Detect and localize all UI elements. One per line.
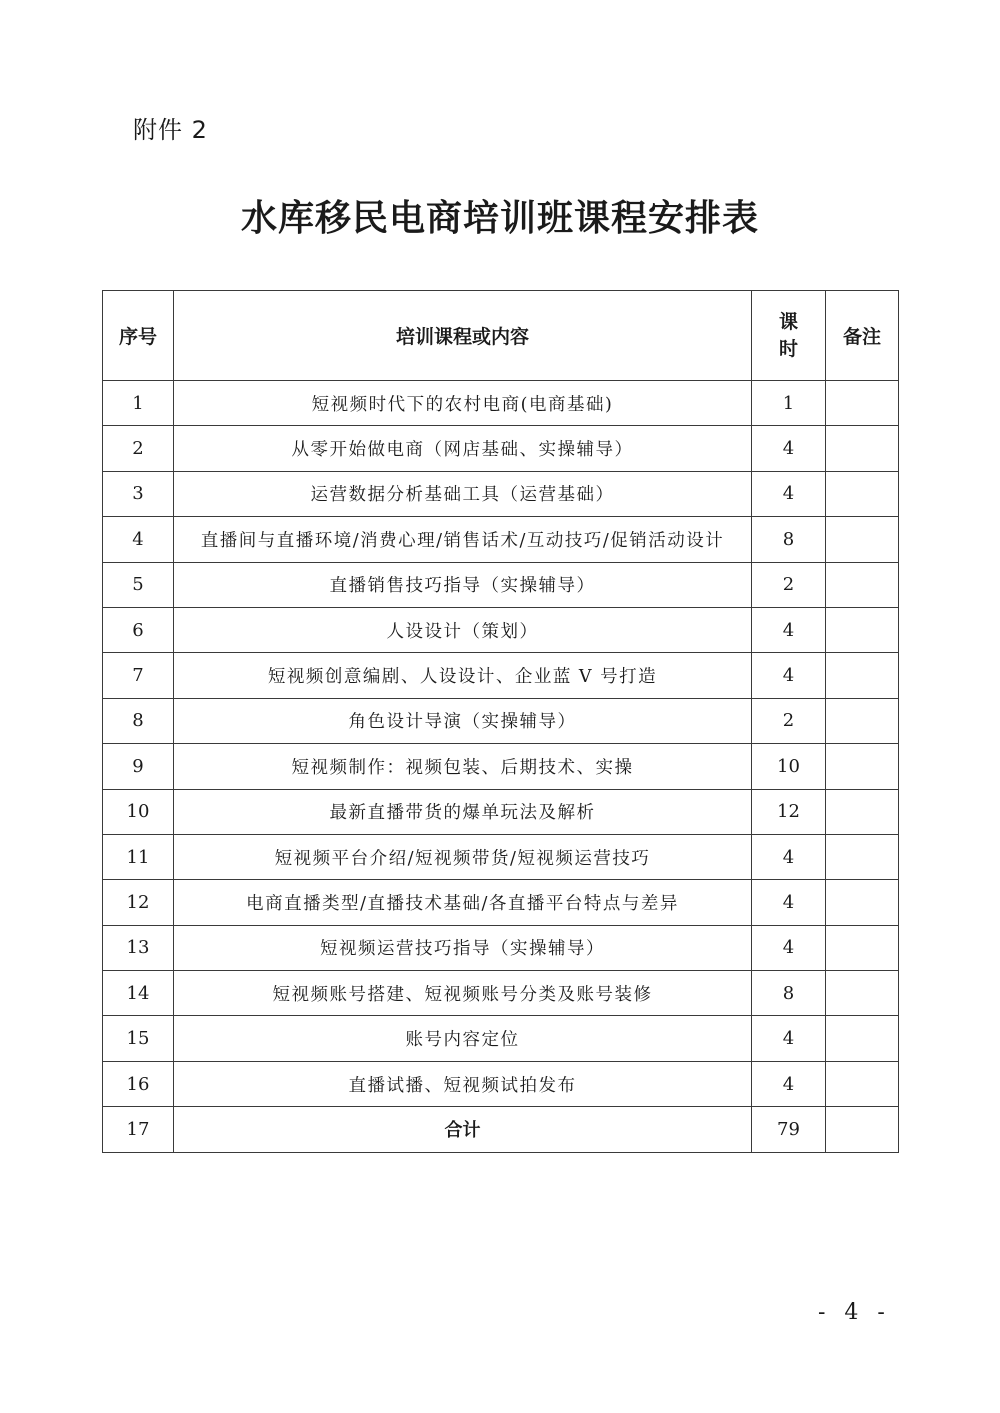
hours-cell: 1 <box>752 381 826 426</box>
hours-cell: 4 <box>752 653 826 698</box>
remarks-cell <box>826 880 899 925</box>
table-row <box>103 1016 899 1061</box>
seq-cell: 6 <box>103 607 174 652</box>
remarks-cell <box>826 789 899 834</box>
table-row <box>103 1061 899 1106</box>
table-row <box>103 381 899 426</box>
seq-cell: 14 <box>103 971 174 1016</box>
table-row <box>103 471 899 516</box>
content-cell: 直播销售技巧指导（实操辅导） <box>174 562 752 607</box>
attachment-label: 附件 2 <box>133 116 208 144</box>
seq-cell: 2 <box>103 426 174 471</box>
table-row <box>103 789 899 834</box>
hours-cell: 4 <box>752 1016 826 1061</box>
header-content: 培训课程或内容 <box>174 291 752 381</box>
remarks-cell <box>826 653 899 698</box>
course-schedule-table <box>102 290 899 1153</box>
seq-cell: 13 <box>103 925 174 970</box>
content-cell: 直播试播、短视频试拍发布 <box>174 1061 752 1106</box>
table-row <box>103 834 899 879</box>
hours-cell: 12 <box>752 789 826 834</box>
total-row <box>103 1107 899 1152</box>
document-title: 水库移民电商培训班课程安排表 <box>240 198 759 239</box>
header-hours-line2: 时 <box>778 337 798 360</box>
table-row <box>103 517 899 562</box>
content-cell: 短视频平台介绍/短视频带货/短视频运营技巧 <box>174 834 752 879</box>
content-cell: 短视频时代下的农村电商(电商基础) <box>174 381 752 426</box>
hours-cell: 10 <box>752 744 826 789</box>
content-cell: 短视频制作：视频包装、后期技术、实操 <box>174 744 752 789</box>
remarks-cell <box>826 426 899 471</box>
remarks-cell <box>826 834 899 879</box>
page-number: - 4 - <box>818 1300 891 1325</box>
table-row <box>103 607 899 652</box>
header-seq: 序号 <box>103 291 174 381</box>
remarks-cell <box>826 925 899 970</box>
remarks-cell <box>826 517 899 562</box>
hours-cell: 2 <box>752 698 826 743</box>
total-remarks-cell <box>826 1107 899 1152</box>
remarks-cell <box>826 471 899 516</box>
remarks-cell <box>826 607 899 652</box>
remarks-cell <box>826 381 899 426</box>
total-seq-cell: 17 <box>103 1107 174 1152</box>
remarks-cell <box>826 971 899 1016</box>
content-cell: 直播间与直播环境/消费心理/销售话术/互动技巧/促销活动设计 <box>174 517 752 562</box>
remarks-cell <box>826 698 899 743</box>
seq-cell: 15 <box>103 1016 174 1061</box>
hours-cell: 2 <box>752 562 826 607</box>
remarks-cell <box>826 1061 899 1106</box>
content-cell: 运营数据分析基础工具（运营基础） <box>174 471 752 516</box>
content-cell: 短视频账号搭建、短视频账号分类及账号装修 <box>174 971 752 1016</box>
seq-cell: 10 <box>103 789 174 834</box>
content-cell: 最新直播带货的爆单玩法及解析 <box>174 789 752 834</box>
table-header-row <box>103 291 899 381</box>
seq-cell: 1 <box>103 381 174 426</box>
hours-cell: 8 <box>752 971 826 1016</box>
content-cell: 账号内容定位 <box>174 1016 752 1061</box>
table-row <box>103 698 899 743</box>
content-cell: 从零开始做电商（网店基础、实操辅导） <box>174 426 752 471</box>
header-remarks: 备注 <box>826 291 899 381</box>
hours-cell: 4 <box>752 1061 826 1106</box>
total-hours-cell: 79 <box>752 1107 826 1152</box>
remarks-cell <box>826 1016 899 1061</box>
remarks-cell <box>826 562 899 607</box>
header-hours-line1: 课 <box>778 310 798 333</box>
hours-cell: 4 <box>752 834 826 879</box>
seq-cell: 4 <box>103 517 174 562</box>
header-hours <box>752 291 826 381</box>
remarks-cell <box>826 744 899 789</box>
seq-cell: 3 <box>103 471 174 516</box>
hours-cell: 4 <box>752 607 826 652</box>
seq-cell: 12 <box>103 880 174 925</box>
table-row <box>103 744 899 789</box>
table-row <box>103 562 899 607</box>
seq-cell: 11 <box>103 834 174 879</box>
hours-cell: 4 <box>752 925 826 970</box>
seq-cell: 8 <box>103 698 174 743</box>
hours-cell: 4 <box>752 880 826 925</box>
hours-cell: 4 <box>752 471 826 516</box>
content-cell: 短视频运营技巧指导（实操辅导） <box>174 925 752 970</box>
table-row <box>103 925 899 970</box>
table-row <box>103 653 899 698</box>
table-row <box>103 880 899 925</box>
seq-cell: 5 <box>103 562 174 607</box>
content-cell: 人设设计（策划） <box>174 607 752 652</box>
hours-cell: 8 <box>752 517 826 562</box>
content-cell: 角色设计导演（实操辅导） <box>174 698 752 743</box>
content-cell: 短视频创意编剧、人设设计、企业蓝 V 号打造 <box>174 653 752 698</box>
content-cell: 电商直播类型/直播技术基础/各直播平台特点与差异 <box>174 880 752 925</box>
seq-cell: 16 <box>103 1061 174 1106</box>
hours-cell: 4 <box>752 426 826 471</box>
table-row <box>103 971 899 1016</box>
seq-cell: 7 <box>103 653 174 698</box>
total-label-cell: 合计 <box>174 1107 752 1152</box>
seq-cell: 9 <box>103 744 174 789</box>
table-row <box>103 426 899 471</box>
